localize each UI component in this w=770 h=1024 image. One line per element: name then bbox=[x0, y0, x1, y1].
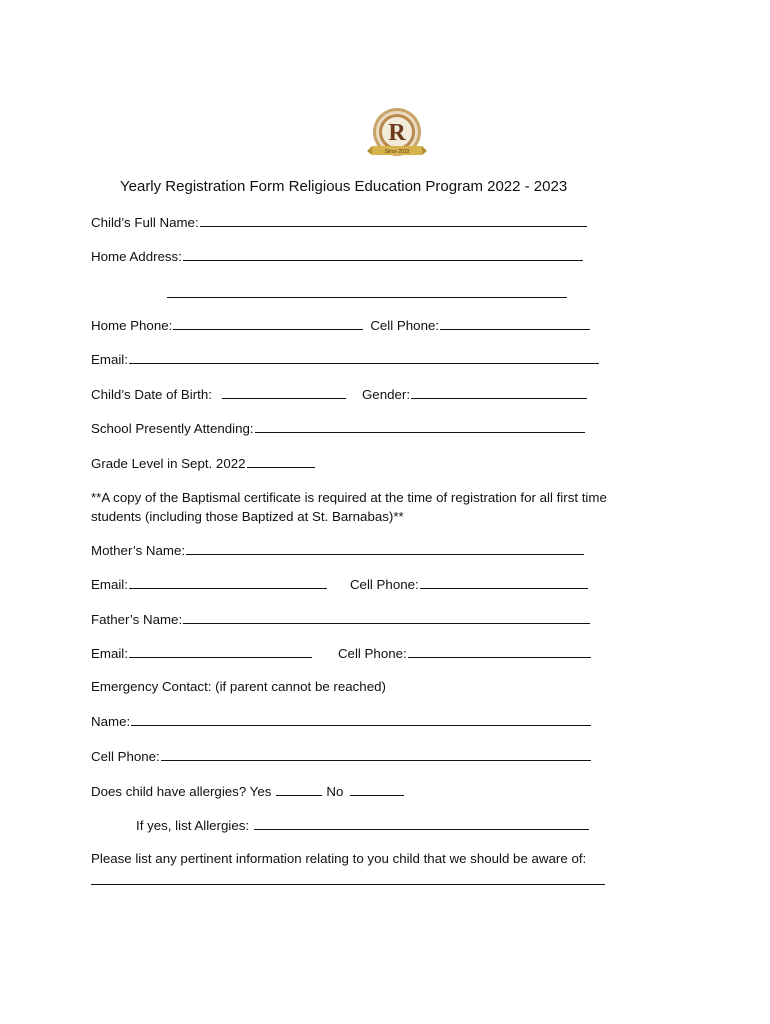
home-phone-field[interactable] bbox=[173, 317, 363, 330]
mother-cell-label: Cell Phone: bbox=[349, 577, 419, 592]
dob-gender-row bbox=[91, 386, 587, 403]
mother-cell-field[interactable] bbox=[420, 576, 588, 589]
mother-name-field[interactable] bbox=[186, 542, 584, 555]
emergency-name-label: Name: bbox=[91, 714, 131, 729]
mother-email-label: Email: bbox=[91, 577, 128, 592]
email-row bbox=[91, 351, 599, 368]
mother-name-label: Mother’s Name: bbox=[91, 543, 186, 558]
allergies-no-field[interactable] bbox=[350, 783, 404, 796]
gender-field[interactable] bbox=[411, 386, 587, 399]
emergency-cell-field[interactable] bbox=[161, 748, 591, 761]
emergency-heading bbox=[91, 679, 386, 695]
allergies-list-label: If yes, list Allergies: bbox=[136, 818, 250, 833]
home-address-label: Home Address: bbox=[91, 249, 182, 264]
emergency-name-field[interactable] bbox=[131, 713, 591, 726]
father-email-field[interactable] bbox=[129, 645, 312, 658]
mother-email-field[interactable] bbox=[129, 576, 327, 589]
emergency-name-row bbox=[91, 713, 591, 730]
home-address-field-2[interactable] bbox=[167, 285, 567, 298]
father-name-label: Father’s Name: bbox=[91, 612, 183, 627]
gender-label: Gender: bbox=[361, 387, 411, 402]
pertinent-row-2 bbox=[91, 872, 605, 889]
cell-phone-field[interactable] bbox=[440, 317, 590, 330]
emergency-label: Emergency Contact: (if parent cannot be reached) bbox=[91, 679, 386, 694]
svg-text:Since 2022: Since 2022 bbox=[384, 149, 410, 155]
grade-field[interactable] bbox=[247, 455, 315, 468]
school-row bbox=[91, 420, 585, 437]
pertinent-field[interactable] bbox=[91, 872, 605, 885]
allergies-yes-field[interactable] bbox=[276, 783, 322, 796]
emergency-cell-label: Cell Phone: bbox=[91, 749, 160, 764]
phone-row bbox=[91, 317, 590, 334]
child-name-label: Child’s Full Name: bbox=[91, 215, 199, 230]
allergies-no-label: No bbox=[326, 784, 344, 799]
father-cell-label: Cell Phone: bbox=[337, 646, 407, 661]
school-label: School Presently Attending: bbox=[91, 421, 254, 436]
allergies-list-row bbox=[136, 817, 589, 834]
grade-label: Grade Level in Sept. 2022 bbox=[91, 456, 246, 471]
svg-text:R: R bbox=[388, 120, 406, 146]
form-title: Yearly Registration Form Religious Education Program 2022 - 2023 bbox=[120, 178, 568, 195]
father-contact-row bbox=[91, 645, 591, 662]
baptismal-notice: **A copy of the Baptismal certificate is required at the time of registration for all first time students (including those Baptized at St. Barnabas)** bbox=[91, 490, 607, 524]
dob-label: Child’s Date of Birth: bbox=[91, 387, 212, 402]
father-name-row bbox=[91, 611, 590, 628]
mother-contact-row bbox=[91, 576, 588, 593]
cell-phone-label: Cell Phone: bbox=[370, 318, 440, 333]
child-name-field[interactable] bbox=[200, 214, 587, 227]
school-field[interactable] bbox=[255, 420, 585, 433]
pertinent-row bbox=[91, 851, 586, 867]
email-field[interactable] bbox=[129, 351, 599, 364]
mother-name-row bbox=[91, 542, 584, 559]
father-cell-field[interactable] bbox=[408, 645, 591, 658]
allergies-question: Does child have allergies? Yes bbox=[91, 784, 272, 799]
child-name-row bbox=[91, 214, 587, 231]
pertinent-label: Please list any pertinent information relating to you child that we should be aware of: bbox=[91, 851, 587, 866]
email-label: Email: bbox=[91, 352, 128, 367]
father-name-field[interactable] bbox=[183, 611, 590, 624]
dob-field[interactable] bbox=[222, 386, 346, 399]
home-address-row-2 bbox=[166, 285, 567, 302]
grade-row bbox=[91, 455, 315, 472]
father-email-label: Email: bbox=[91, 646, 128, 661]
allergies-list-field[interactable] bbox=[254, 817, 589, 830]
parish-logo bbox=[366, 107, 428, 161]
home-address-field[interactable] bbox=[183, 248, 583, 261]
allergies-row bbox=[91, 783, 404, 800]
emergency-cell-row bbox=[91, 748, 591, 765]
home-address-row bbox=[91, 248, 583, 265]
home-phone-label: Home Phone: bbox=[91, 318, 173, 333]
